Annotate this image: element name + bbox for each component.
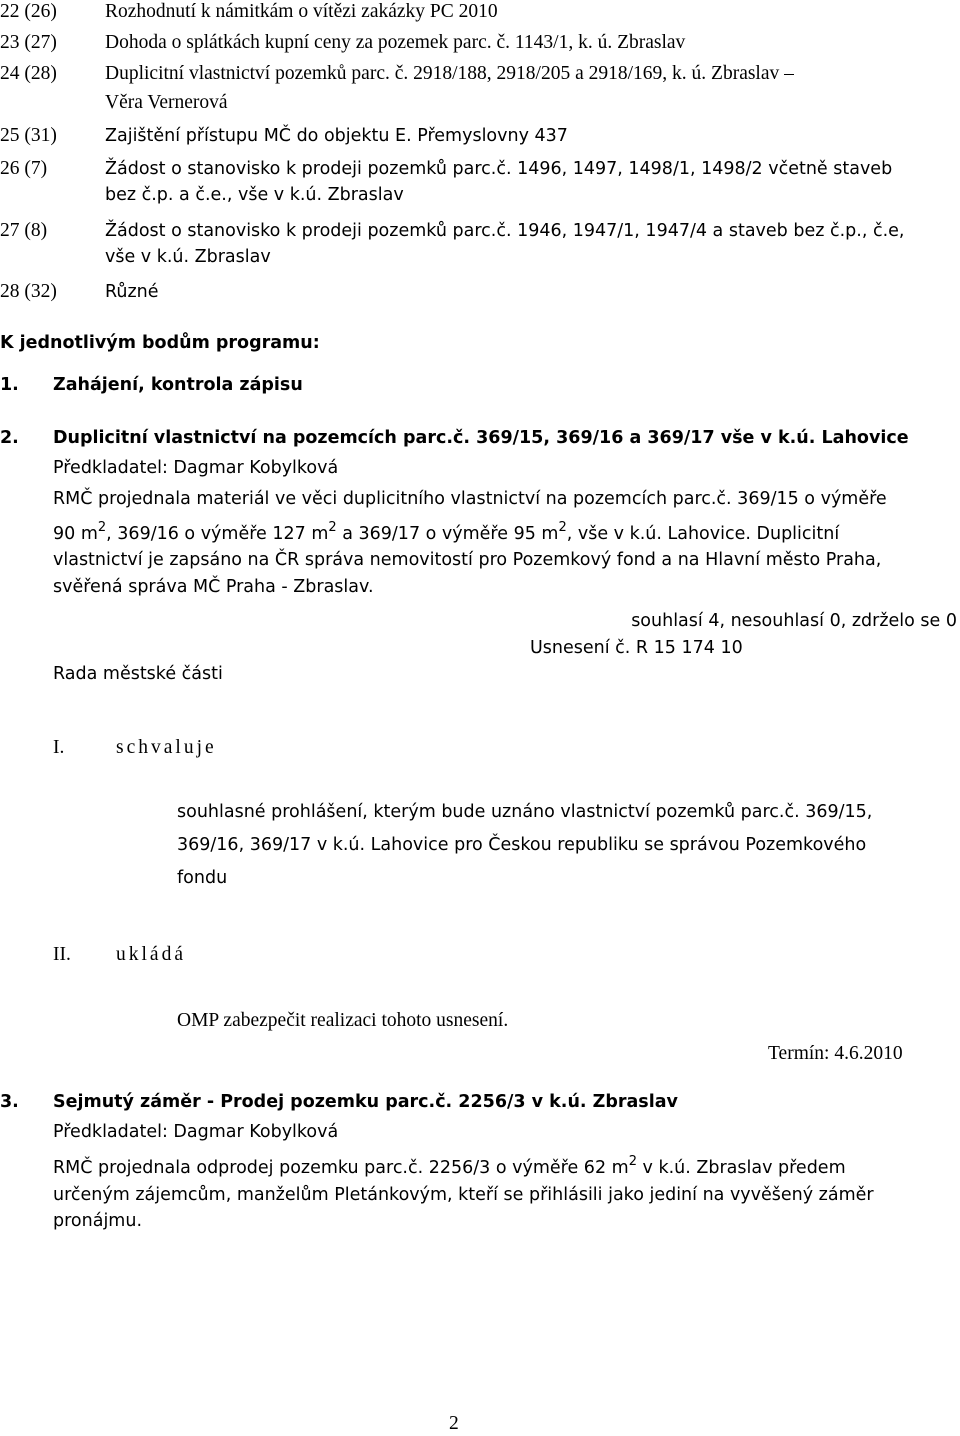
item3-title: Sejmutý záměr - Prodej pozemku parc.č. 2256/3 v k.ú. Zbraslav [53,1092,678,1112]
agenda-number: 22 (26) [0,1,57,22]
item2-presenter: Předkladatel: Dagmar Kobylková [53,458,339,478]
item3-paragraph-line [53,1156,846,1180]
section-ii-number: II. [53,944,71,965]
item3-presenter: Předkladatel: Dagmar Kobylková [53,1122,339,1142]
item2-title: Duplicitní vlastnictví na pozemcích parc.č. 369/15, 369/16 a 369/17 vše v k.ú. Lahovice [53,428,909,448]
agenda-text: Zajištění přístupu MČ do objektu E. Přemyslovny 437 [105,126,568,146]
item2-paragraph-line: svěřená správa MČ Praha - Zbraslav. [53,577,374,597]
area-text: 90 m [53,524,98,544]
item3-paragraph-line: určeným zájemcům, manželům Pletánkovým, kteří se přihlásili jako jediní na vyvěšený záměr [53,1185,874,1205]
agenda-number: 24 (28) [0,63,57,84]
area-text: RMČ projednala odprodej pozemku parc.č. 2256/3 o výměře 62 m [53,1158,629,1178]
item3-paragraph-line: pronájmu. [53,1211,143,1231]
section-i-number: I. [53,737,65,758]
agenda-text: bez č.p. a č.e., vše v k.ú. Zbraslav [105,185,404,205]
agenda-text: Dohoda o splátkách kupní ceny za pozemek parc. č. 1143/1, k. ú. Zbraslav [105,32,686,53]
item1-number: 1. [0,375,19,395]
item2-number: 2. [0,428,19,448]
agenda-text: Věra Vernerová [105,92,228,113]
item2-paragraph-line: RMČ projednala materiál ve věci duplicitního vlastnictví na pozemcích parc.č. 369/15 o výměře [53,489,887,509]
vote-result: souhlasí 4, nesouhlasí 0, zdrželo se 0 [631,611,957,631]
program-heading: K jednotlivým bodům programu: [0,333,320,353]
page-number: 2 [449,1413,459,1434]
agenda-text: Duplicitní vlastnictví pozemků parc. č. 2918/188, 2918/205 a 2918/169, k. ú. Zbraslav – [105,63,794,84]
superscript-2: 2 [328,520,337,535]
superscript-2: 2 [97,520,107,535]
superscript-2: 2 [628,1154,637,1169]
deadline: Termín: 4.6.2010 [768,1043,903,1064]
agenda-text: vše v k.ú. Zbraslav [105,247,271,267]
agenda-number: 26 (7) [0,158,48,179]
section-i-text: souhlasné prohlášení, kterým bude uznáno vlastnictví pozemků parc.č. 369/15, [177,802,873,822]
agenda-number: 27 (8) [0,220,48,241]
section-i-text: 369/16, 369/17 v k.ú. Lahovice pro Českou republiku se správou Pozemkového [177,835,867,855]
area-text: v k.ú. Zbraslav předem [636,1158,846,1178]
area-text: a 369/17 o výměře 95 m [336,524,559,544]
area-text: , vše v k.ú. Lahovice. Duplicitní [566,524,840,544]
area-text: , 369/16 o výměře 127 m [106,524,329,544]
agenda-text: Různé [105,282,159,302]
agenda-text: Žádost o stanovisko k prodeji pozemků parc.č. 1496, 1497, 1498/1, 1498/2 včetně staveb [105,159,893,179]
agenda-text: Rozhodnutí k námitkám o vítězi zakázky PC 2010 [105,1,498,22]
item1-title: Zahájení, kontrola zápisu [53,375,303,395]
resolution-number: Usnesení č. R 15 174 10 [530,638,743,658]
superscript-2: 2 [558,520,567,535]
agenda-number: 25 (31) [0,125,57,146]
agenda-number: 23 (27) [0,32,57,53]
section-i-verb: schvaluje [116,737,217,758]
section-ii-text: OMP zabezpečit realizaci tohoto usnesení. [177,1010,509,1031]
section-ii-verb: ukládá [116,944,186,965]
item2-paragraph-line: vlastnictví je zapsáno na ČR správa nemovitostí pro Pozemkový fond a na Hlavní město Praha, [53,550,882,570]
section-i-text: fondu [177,868,228,888]
council-label: Rada městské části [53,664,223,684]
agenda-text: Žádost o stanovisko k prodeji pozemků parc.č. 1946, 1947/1, 1947/4 a staveb bez č.p., č.e, [105,221,905,241]
item3-number: 3. [0,1092,19,1112]
item2-paragraph-line [53,522,839,546]
agenda-number: 28 (32) [0,281,57,302]
